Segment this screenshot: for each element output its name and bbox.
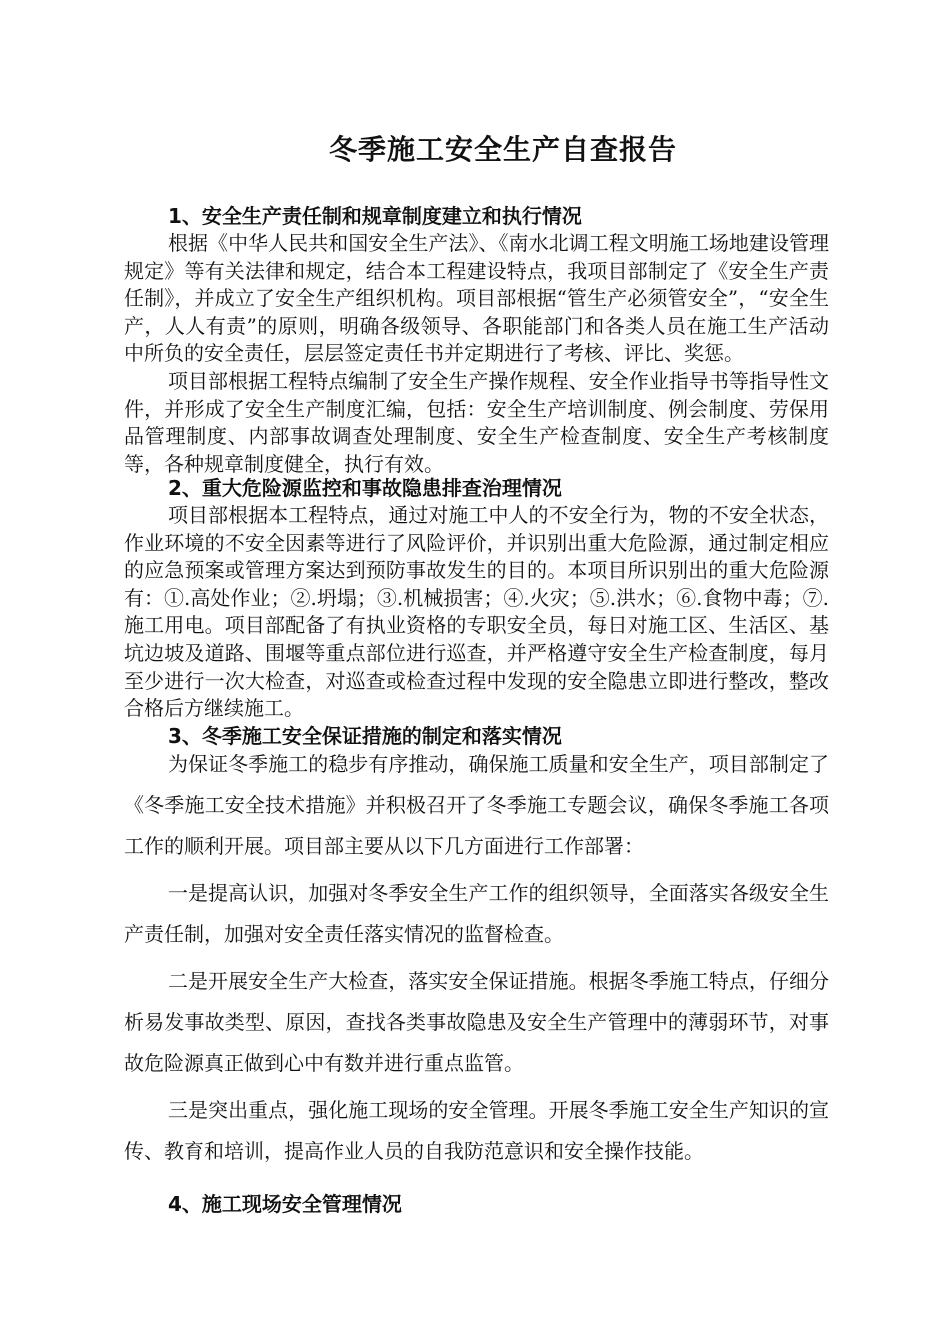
section-2 <box>124 474 829 723</box>
section-3-paragraph-2: 一是提高认识，加强对冬季安全生产工作的组织领导，全面落实各级安全生产责任制，加强对安全责任落实情况的监督检查。 <box>124 881 829 946</box>
section-2-heading: 2、重大危险源监控和事故隐患排查治理情况 <box>168 476 562 500</box>
section-4-heading: 4、施工现场安全管理情况 <box>168 1192 402 1216</box>
section-3-paragraph-1: 为保证冬季施工的稳步有序推动，确保施工质量和安全生产，项目部制定了《冬季施工安全技术措施》并积极召开了冬季施工专题会议，确保冬季施工各项工作的顺利开展。项目部主要从以下几方面进行工作部署： <box>124 752 829 858</box>
section-3-heading: 3、冬季施工安全保证措施的制定和落实情况 <box>168 724 562 748</box>
section-1-paragraph-1: 根据《中华人民共和国安全生产法》、《南水北调工程文明施工场地建设管理规定》等有关法律和规定，结合本工程建设特点，我项目部制定了《安全生产责任制》，并成立了安全生产组织机构。项目部根据“管生产必须管安全”，“安全生产，人人有责”的原则，明确各级领导、各职能部门和各类人员在施工生产活动中所负的安全责任，层层签定责任书并定期进行了考核、评比、奖惩。 <box>124 231 829 366</box>
section-3 <box>124 722 829 1172</box>
document-title: 冬季施工安全生产自查报告 <box>328 133 677 166</box>
section-1 <box>124 202 829 478</box>
section-1-paragraph-2: 项目部根据工程特点编制了安全生产操作规程、安全作业指导书等指导性文件，并形成了安全生产制度汇编，包括：安全生产培训制度、例会制度、劳保用品管理制度、内部事故调查处理制度、安全生产检查制度、安全生产考核制度等，各种规章制度健全，执行有效。 <box>124 368 829 476</box>
section-1-heading: 1、安全生产责任制和规章制度建立和执行情况 <box>168 204 582 228</box>
section-3-paragraph-4: 三是突出重点，强化施工现场的安全管理。开展冬季施工安全生产知识的宣传、教育和培训，提高作业人员的自我防范意识和安全操作技能。 <box>124 1098 829 1163</box>
section-3-paragraph-3: 二是开展安全生产大检查，落实安全保证措施。根据冬季施工特点，仔细分析易发事故类型、原因，查找各类事故隐患及安全生产管理中的薄弱环节，对事故危险源真正做到心中有数并进行重点监管。 <box>124 969 829 1075</box>
section-4 <box>124 1190 829 1218</box>
section-2-paragraph-1: 项目部根据本工程特点，通过对施工中人的不安全行为，物的不安全状态，作业环境的不安全因素等进行了风险评价，并识别出重大危险源，通过制定相应的应急预案或管理方案达到预防事故发生的目的。本项目所识别出的重大危险源有：①.高处作业；②.坍塌；③.机械损害；④.火灾；⑤.洪水；⑥.食物中毒；⑦.施工用电。项目部配备了有执业资格的专职安全员，每日对施工区、生活区、基坑边坡及道路、围堰等重点部位进行巡查，并严格遵守安全生产检查制度，每月至少进行一次大检查，对巡查或检查过程中发现的安全隐患立即进行整改，整改合格后方继续施工。 <box>124 503 829 721</box>
